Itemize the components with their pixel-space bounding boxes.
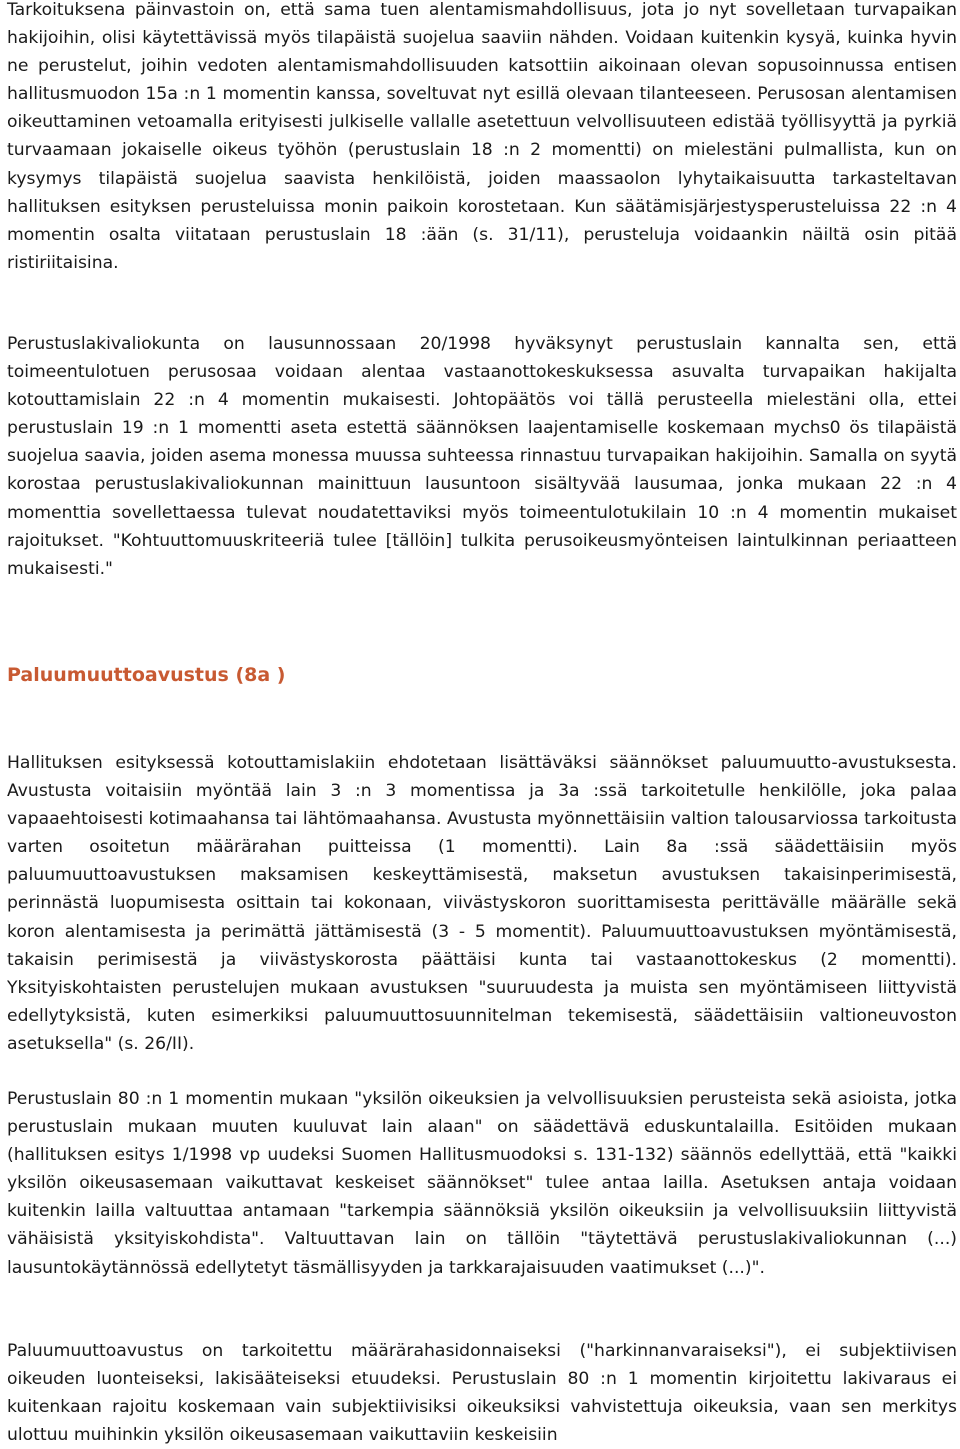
paragraph-3: Hallituksen esityksessä kotouttamislakiin ehdotetaan lisättäväksi säännökset paluumuutto-avustuksesta. Avustusta voitaisiin myöntää lain 3 :n 3 momentissa ja 3a :ssä tarkoitetulle henkilölle, joka palaa vapaaehtoisesti kotimaahansa tai lähtömaahansa. Avustusta myönnettäisiin valtion talousarviossa tarkoitusta varten osoitetun määrärahan puitteissa (1 momentti). Lain 8a :ssä säädettäisiin myös paluumuuttoavustuksen maksamisen keskeyttämisestä, maksetun avustuksen takaisinperimisestä, perinnästä luopumisesta osittain tai kokonaan, viivästyskoron suorittamisesta perittävälle määrälle sekä koron alentamisesta ja perimättä jättämisestä (3 - 5 momentit). Paluumuuttoavustuksen myöntämisestä, takaisin perimisestä ja viivästyskorosta päättäisi kunta tai vastaanottokeskus (2 momentti). Yksityiskohtaisten perustelujen mukaan avustuksen "suuruudesta ja muista sen myöntämiseen liittyvistä edellytyksistä, kuten esimerkiksi paluumuuttosuunnitelman tekemisestä, säädettäisiin valtioneuvoston asetuksella" (s. 26/II).: [7, 753, 957, 1054]
paragraph-1: Tarkoituksena päinvastoin on, että sama tuen alentamismahdollisuus, jota jo nyt sovelletaan turvapaikan hakijoihin, olisi käytettävissä myös tilapäistä suojelua saaviin nähden. Voidaan kuitenkin kysyä, kuinka hyvin ne perustelut, joihin vedoten alentamismahdollisuuden katsottiin aikoinaan olevan sopusoinnussa entisen hallitusmuodon 15a :n 1 momentin kanssa, soveltuvat nyt esillä olevaan tilanteeseen. Perusosan alentamisen oikeuttaminen vetoamalla erityisesti julkiselle vallalle asetettuun velvollisuuteen edistää työllisyyttä ja pyrkiä turvaamaan jokaiselle oikeus työhön (perustuslain 18 :n 2 momentti) on mielestäni pulmallista, kun on kysymys tilapäistä suojelua saavista henkilöistä, joiden maassaolon lyhytaikaisuutta tarkasteltavan hallituksen esityksen perusteluissa monin paikoin korostetaan. Kun säätämisjärjestysperusteluissa 22 :n 4 momentin osalta viitataan perustuslain 18 :ään (s. 31/11), perusteluja voidaankin näiltä osin pitää ristiriitaisina.: [7, 0, 957, 273]
paragraph-5: Paluumuuttoavustus on tarkoitettu määrärahasidonnaiseksi ("harkinnanvaraiseksi"), ei subjektiivisen oikeuden luonteiseksi, lakisääteiseksi etuudeksi. Perustuslain 80 :n 1 momentin kirjoitettu lakivaraus ei kuitenkaan rajoitu koskemaan vain subjektiivisiksi oikeuksiksi vahvistettuja oikeuksia, vaan sen merkitys ulottuu muihinkin yksilön oikeusasemaan vaikuttaviin keskeisiin: [7, 1341, 957, 1446]
section-heading: Paluumuuttoavustus (8a ): [7, 664, 286, 686]
paragraph-2: Perustuslakivaliokunta on lausunnossaan 20/1998 hyväksynyt perustuslain kannalta sen, että toimeentulotuen perusosaa voidaan alentaa vastaanottokeskuksessa asuvalta turvapaikan hakijalta kotouttamislain 22 :n 4 momentin mukaisesti. Johtopäätös voi tällä perusteella mielestäni olla, ettei perustuslain 19 :n 1 momentti aseta estettä säännöksen laajentamiselle koskemaan mychs0 ös tilapäistä suojelua saavia, joiden asema monessa muussa suhteessa rinnastuu turvapaikan hakijoihin. Samalla on syytä korostaa perustuslakivaliokunnan mainittuun lausuntoon sisältyvää lausumaa, jonka mukaan 22 :n 4 momenttia sovellettaessa tulevat noudatettaviksi myös toimeentulotukilain 10 :n 4 momentin mukaiset rajoitukset. "Kohtuuttomuuskriteeriä tulee [tällöin] tulkita perusoikeusmyönteisen laintulkinnan periaatteen mukaisesti.": [7, 334, 957, 579]
paragraph-4: Perustuslain 80 :n 1 momentin mukaan "yksilön oikeuksien ja velvollisuuksien perusteista sekä asioista, jotka perustuslain mukaan muuten kuuluvat lain alaan" on säädettävä eduskuntalailla. Esitöiden mukaan (hallituksen esitys 1/1998 vp uudeksi Suomen Hallitusmuodoksi s. 131-132) säännös edellyttää, että "kaikki yksilön oikeusasemaan vaikuttavat keskeiset säännökset" tulee antaa lailla. Asetuksen antaja voidaan kuitenkin lailla valtuuttaa antamaan "tarkempia säännöksiä yksilön oikeuksiin ja velvollisuuksiin liittyvistä vähäisistä yksityiskohdista". Valtuuttavan lain on tällöin "täytettävä perustuslakivaliokunnan (...) lausuntokäytännössä edellytetyt täsmällisyyden ja tarkkarajaisuuden vaatimukset (...)".: [7, 1089, 957, 1278]
